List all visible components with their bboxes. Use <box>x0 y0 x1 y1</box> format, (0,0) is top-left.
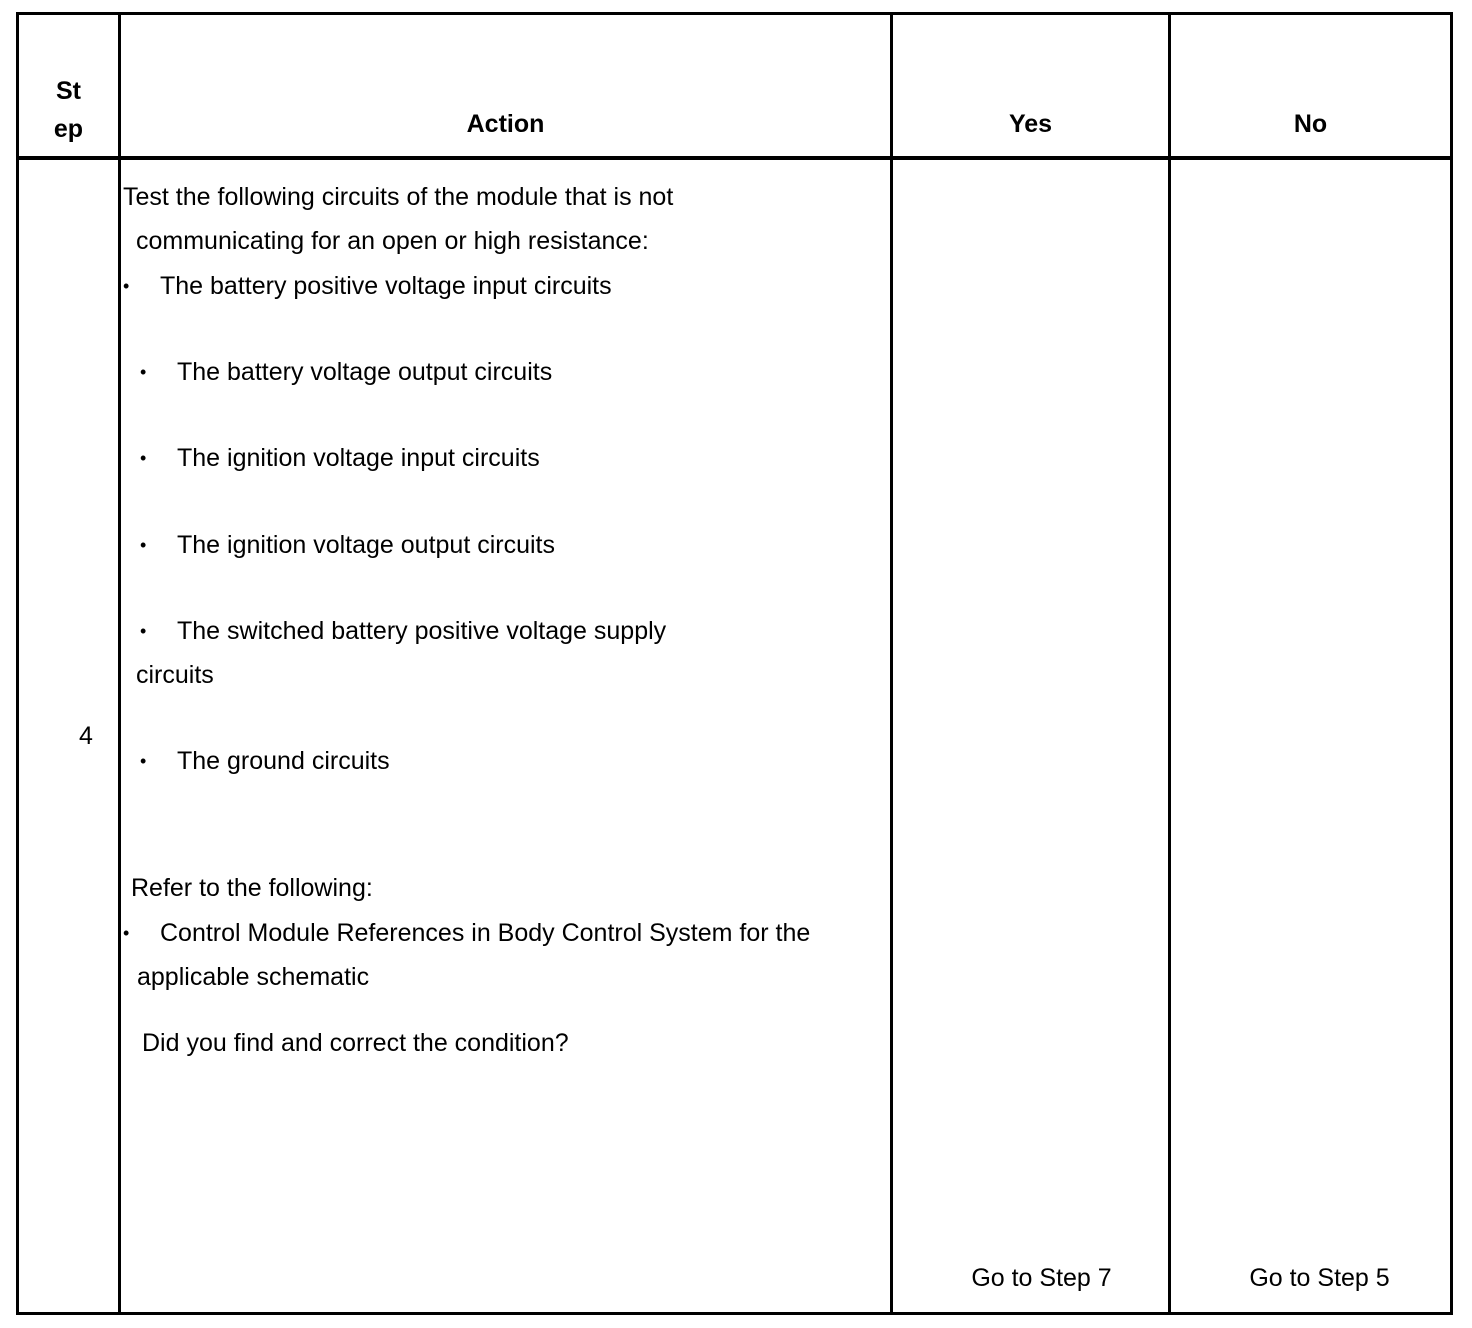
bullet-icon: • <box>140 751 147 771</box>
yes-result: Go to Step 7 <box>971 1264 1112 1292</box>
header-step-line1: St <box>56 77 81 105</box>
header-action: Action <box>466 110 545 138</box>
list-item: The ignition voltage input circuits <box>177 444 540 472</box>
bullet-icon: • <box>123 923 130 943</box>
no-result: Go to Step 5 <box>1249 1264 1390 1292</box>
action-intro-line2: communicating for an open or high resistance: <box>136 227 649 255</box>
list-item-continuation: circuits <box>136 661 214 689</box>
bullet-icon: • <box>123 276 130 296</box>
list-item: The battery voltage output circuits <box>177 358 553 386</box>
header-step <box>19 72 118 148</box>
refer-item-line1: Control Module References in Body Control System for the <box>160 919 811 947</box>
bullet-icon: • <box>140 621 147 641</box>
action-intro-line1: Test the following circuits of the module that is not <box>123 183 674 211</box>
step-number: 4 <box>79 722 93 750</box>
column-divider <box>1168 12 1171 1315</box>
header-divider <box>16 156 1453 160</box>
list-item: The ignition voltage output circuits <box>177 531 555 559</box>
column-divider <box>890 12 893 1315</box>
question: Did you find and correct the condition? <box>142 1029 569 1057</box>
list-item: The battery positive voltage input circuits <box>160 272 612 300</box>
bullet-icon: • <box>140 535 147 555</box>
header-no: No <box>1293 110 1328 138</box>
column-divider <box>118 12 121 1315</box>
bullet-icon: • <box>140 362 147 382</box>
bullet-icon: • <box>140 448 147 468</box>
header-step-line2: ep <box>53 115 84 143</box>
refer-item-line2: applicable schematic <box>137 963 370 991</box>
header-yes: Yes <box>1008 110 1053 138</box>
refer-heading: Refer to the following: <box>131 874 373 902</box>
list-item: The switched battery positive voltage supply <box>177 617 667 645</box>
list-item: The ground circuits <box>177 747 390 775</box>
